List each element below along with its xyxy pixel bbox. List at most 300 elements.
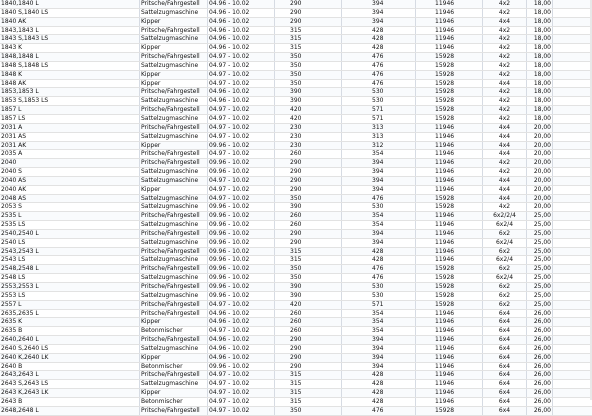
power-kw-cell: 230 xyxy=(275,124,342,132)
body-type-cell: Kipper xyxy=(140,71,208,79)
table-row[interactable] xyxy=(0,168,592,177)
body-type-cell: Sattelzugmaschine xyxy=(140,195,208,203)
axle-config-cell: 4x2 xyxy=(483,9,527,17)
axle-config-cell: 4x4 xyxy=(483,142,527,150)
model-cell: 2040 AK xyxy=(0,186,140,194)
production-period-cell: 04.96 - 10.02 xyxy=(208,318,275,326)
production-period-cell: 09.96 - 10.02 xyxy=(208,265,275,273)
model-cell: 2640 B xyxy=(0,363,140,371)
body-type-cell: Kipper xyxy=(140,44,208,52)
power-hp-cell: 476 xyxy=(342,407,416,415)
displacement-cell: 11946 xyxy=(416,310,483,318)
power-hp-cell: 428 xyxy=(342,398,416,406)
production-period-cell: 09.96 - 10.02 xyxy=(208,283,275,291)
body-type-cell: Pritsche/Fahrgestell xyxy=(140,124,208,132)
displacement-cell: 15928 xyxy=(416,62,483,70)
body-type-cell: Sattelzugmaschine xyxy=(140,345,208,353)
displacement-cell: 11946 xyxy=(416,18,483,26)
body-type-cell: Betonmischer xyxy=(140,363,208,371)
axle-config-cell: 4x2 xyxy=(483,62,527,70)
table-row[interactable] xyxy=(0,248,592,257)
body-type-cell: Pritsche/Fahrgestell xyxy=(140,150,208,158)
axle-config-cell: 6x4 xyxy=(483,363,527,371)
power-kw-cell: 390 xyxy=(275,203,342,211)
axle-config-cell: 4x4 xyxy=(483,18,527,26)
table-row[interactable] xyxy=(0,327,592,336)
empty-cell xyxy=(553,9,592,17)
gvw-cell: 26,00 xyxy=(527,327,553,335)
power-hp-cell: 571 xyxy=(342,301,416,309)
model-cell: 2635 B xyxy=(0,327,140,335)
gvw-cell: 25,00 xyxy=(527,221,553,229)
gvw-cell: 26,00 xyxy=(527,318,553,326)
body-type-cell: Pritsche/Fahrgestell xyxy=(140,0,208,8)
production-period-cell: 04.97 - 10.02 xyxy=(208,380,275,388)
power-kw-cell: 350 xyxy=(275,274,342,282)
empty-cell xyxy=(553,124,592,132)
power-kw-cell: 315 xyxy=(275,35,342,43)
axle-config-cell: 4x4 xyxy=(483,80,527,88)
model-cell: 2035 A xyxy=(0,150,140,158)
axle-config-cell: 4x2 xyxy=(483,88,527,96)
axle-config-cell: 6x4 xyxy=(483,327,527,335)
empty-cell xyxy=(553,195,592,203)
empty-cell xyxy=(553,177,592,185)
model-cell: 2543,2543 L xyxy=(0,248,140,256)
empty-cell xyxy=(553,53,592,61)
axle-config-cell: 6x2 xyxy=(483,265,527,273)
empty-cell xyxy=(553,203,592,211)
table-row[interactable] xyxy=(0,97,592,106)
empty-cell xyxy=(553,363,592,371)
table-row[interactable] xyxy=(0,88,592,97)
production-period-cell: 04.97 - 10.02 xyxy=(208,62,275,70)
power-kw-cell: 290 xyxy=(275,18,342,26)
model-cell: 2040 S xyxy=(0,168,140,176)
gvw-cell: 18,00 xyxy=(527,80,553,88)
empty-cell xyxy=(553,27,592,35)
table-row[interactable] xyxy=(0,230,592,239)
power-kw-cell: 420 xyxy=(275,106,342,114)
model-cell: 2635,2635 L xyxy=(0,310,140,318)
axle-config-cell: 6x4 xyxy=(483,336,527,344)
power-kw-cell: 390 xyxy=(275,97,342,105)
production-period-cell: 04.96 - 10.02 xyxy=(208,0,275,8)
production-period-cell: 04.96 - 10.02 xyxy=(208,35,275,43)
table-row[interactable] xyxy=(0,9,592,18)
gvw-cell: 25,00 xyxy=(527,292,553,300)
table-row[interactable] xyxy=(0,363,592,372)
empty-cell xyxy=(553,274,592,282)
gvw-cell: 20,00 xyxy=(527,133,553,141)
model-cell: 1840 AK xyxy=(0,18,140,26)
production-period-cell: 04.96 - 10.02 xyxy=(208,44,275,52)
gvw-cell: 26,00 xyxy=(527,336,553,344)
power-kw-cell: 230 xyxy=(275,142,342,150)
body-type-cell: Sattelzugmaschine xyxy=(140,35,208,43)
table-row[interactable] xyxy=(0,133,592,142)
displacement-cell: 15928 xyxy=(416,97,483,105)
gvw-cell: 26,00 xyxy=(527,310,553,318)
table-row[interactable] xyxy=(0,71,592,80)
displacement-cell: 11946 xyxy=(416,150,483,158)
power-kw-cell: 290 xyxy=(275,177,342,185)
gvw-cell: 26,00 xyxy=(527,398,553,406)
displacement-cell: 15928 xyxy=(416,407,483,415)
production-period-cell: 09.96 - 10.02 xyxy=(208,168,275,176)
empty-cell xyxy=(553,407,592,415)
model-cell: 1840 S,1840 LS xyxy=(0,9,140,17)
axle-config-cell: 6x4 xyxy=(483,389,527,397)
displacement-cell: 11946 xyxy=(416,9,483,17)
body-type-cell: Sattelzugmaschine xyxy=(140,203,208,211)
model-cell: 2540,2540 L xyxy=(0,230,140,238)
gvw-cell: 20,00 xyxy=(527,186,553,194)
axle-config-cell: 4x2 xyxy=(483,203,527,211)
model-cell: 1857 LS xyxy=(0,115,140,123)
model-cell: 2053 S xyxy=(0,203,140,211)
empty-cell xyxy=(553,18,592,26)
model-cell: 2535 L xyxy=(0,212,140,220)
model-cell: 1853,1853 L xyxy=(0,88,140,96)
table-row[interactable] xyxy=(0,203,592,212)
table-row[interactable] xyxy=(0,310,592,319)
model-cell: 2040 AS xyxy=(0,177,140,185)
axle-config-cell: 6x4 xyxy=(483,345,527,353)
gvw-cell: 20,00 xyxy=(527,159,553,167)
body-type-cell: Pritsche/Fahrgestell xyxy=(140,248,208,256)
empty-cell xyxy=(553,115,592,123)
table-row[interactable] xyxy=(0,265,592,274)
empty-cell xyxy=(553,380,592,388)
gvw-cell: 26,00 xyxy=(527,380,553,388)
table-row[interactable] xyxy=(0,150,592,159)
axle-config-cell: 4x2 xyxy=(483,27,527,35)
axle-config-cell: 6x2/4 xyxy=(483,274,527,282)
axle-config-cell: 4x2 xyxy=(483,106,527,114)
table-row[interactable] xyxy=(0,407,592,416)
body-type-cell: Pritsche/Fahrgestell xyxy=(140,212,208,220)
displacement-cell: 15928 xyxy=(416,265,483,273)
displacement-cell: 11946 xyxy=(416,27,483,35)
power-kw-cell: 315 xyxy=(275,398,342,406)
gvw-cell: 26,00 xyxy=(527,354,553,362)
axle-config-cell: 6x4 xyxy=(483,318,527,326)
displacement-cell: 11946 xyxy=(416,177,483,185)
body-type-cell: Sattelzugmaschine xyxy=(140,239,208,247)
model-cell: 1848 K xyxy=(0,71,140,79)
power-hp-cell: 313 xyxy=(342,124,416,132)
power-hp-cell: 394 xyxy=(342,168,416,176)
power-kw-cell: 290 xyxy=(275,9,342,17)
empty-cell xyxy=(553,256,592,264)
power-hp-cell: 394 xyxy=(342,186,416,194)
axle-config-cell: 4x2 xyxy=(483,97,527,105)
displacement-cell: 11946 xyxy=(416,398,483,406)
gvw-cell: 18,00 xyxy=(527,18,553,26)
production-period-cell: 09.96 - 10.02 xyxy=(208,274,275,282)
power-hp-cell: 354 xyxy=(342,221,416,229)
axle-config-cell: 4x2 xyxy=(483,35,527,43)
displacement-cell: 11946 xyxy=(416,212,483,220)
axle-config-cell: 4x2 xyxy=(483,0,527,8)
table-row[interactable] xyxy=(0,159,592,168)
displacement-cell: 11946 xyxy=(416,354,483,362)
power-hp-cell: 394 xyxy=(342,9,416,17)
body-type-cell: Pritsche/Fahrgestell xyxy=(140,301,208,309)
power-hp-cell: 354 xyxy=(342,310,416,318)
power-kw-cell: 290 xyxy=(275,159,342,167)
body-type-cell: Sattelzugmaschine xyxy=(140,115,208,123)
table-row[interactable] xyxy=(0,44,592,53)
model-cell: 2643 S,2643 LS xyxy=(0,380,140,388)
power-hp-cell: 428 xyxy=(342,256,416,264)
gvw-cell: 18,00 xyxy=(527,106,553,114)
power-kw-cell: 260 xyxy=(275,327,342,335)
displacement-cell: 11946 xyxy=(416,168,483,176)
table-row[interactable] xyxy=(0,345,592,354)
power-kw-cell: 290 xyxy=(275,0,342,8)
production-period-cell: 04.97 - 10.02 xyxy=(208,71,275,79)
body-type-cell: Pritsche/Fahrgestell xyxy=(140,336,208,344)
table-row[interactable] xyxy=(0,318,592,327)
displacement-cell: 11946 xyxy=(416,230,483,238)
table-row[interactable] xyxy=(0,398,592,407)
power-kw-cell: 350 xyxy=(275,265,342,273)
power-kw-cell: 260 xyxy=(275,318,342,326)
body-type-cell: Kipper xyxy=(140,18,208,26)
power-kw-cell: 350 xyxy=(275,195,342,203)
power-kw-cell: 290 xyxy=(275,239,342,247)
power-kw-cell: 350 xyxy=(275,71,342,79)
body-type-cell: Pritsche/Fahrgestell xyxy=(140,265,208,273)
table-row[interactable] xyxy=(0,80,592,89)
table-row[interactable] xyxy=(0,18,592,27)
table-row[interactable] xyxy=(0,124,592,133)
power-hp-cell: 428 xyxy=(342,380,416,388)
table-row[interactable] xyxy=(0,371,592,380)
power-hp-cell: 394 xyxy=(342,0,416,8)
empty-cell xyxy=(553,283,592,291)
axle-config-cell: 6x2/4 xyxy=(483,221,527,229)
production-period-cell: 04.97 - 10.02 xyxy=(208,53,275,61)
displacement-cell: 11946 xyxy=(416,133,483,141)
empty-cell xyxy=(553,239,592,247)
body-type-cell: Pritsche/Fahrgestell xyxy=(140,88,208,96)
displacement-cell: 11946 xyxy=(416,380,483,388)
empty-cell xyxy=(553,133,592,141)
table-row[interactable] xyxy=(0,186,592,195)
power-kw-cell: 260 xyxy=(275,212,342,220)
empty-cell xyxy=(553,345,592,353)
displacement-cell: 11946 xyxy=(416,248,483,256)
table-row[interactable] xyxy=(0,221,592,230)
displacement-cell: 11946 xyxy=(416,239,483,247)
power-kw-cell: 315 xyxy=(275,248,342,256)
gvw-cell: 25,00 xyxy=(527,265,553,273)
power-kw-cell: 420 xyxy=(275,115,342,123)
table-row[interactable] xyxy=(0,27,592,36)
empty-cell xyxy=(553,168,592,176)
power-hp-cell: 428 xyxy=(342,248,416,256)
production-period-cell: 04.97 - 10.02 xyxy=(208,177,275,185)
power-hp-cell: 530 xyxy=(342,203,416,211)
power-hp-cell: 394 xyxy=(342,354,416,362)
table-row[interactable] xyxy=(0,336,592,345)
power-hp-cell: 394 xyxy=(342,18,416,26)
model-cell: 2048 AS xyxy=(0,195,140,203)
displacement-cell: 11946 xyxy=(416,142,483,150)
power-kw-cell: 350 xyxy=(275,53,342,61)
axle-config-cell: 6x4 xyxy=(483,310,527,318)
displacement-cell: 11946 xyxy=(416,371,483,379)
power-hp-cell: 530 xyxy=(342,97,416,105)
model-cell: 2540 LS xyxy=(0,239,140,247)
power-kw-cell: 315 xyxy=(275,371,342,379)
model-cell: 1853 S,1853 LS xyxy=(0,97,140,105)
empty-cell xyxy=(553,106,592,114)
power-hp-cell: 428 xyxy=(342,44,416,52)
table-row[interactable] xyxy=(0,35,592,44)
power-hp-cell: 354 xyxy=(342,327,416,335)
production-period-cell: 04.97 - 10.02 xyxy=(208,150,275,158)
body-type-cell: Sattelzugmaschine xyxy=(140,177,208,185)
power-kw-cell: 420 xyxy=(275,301,342,309)
empty-cell xyxy=(553,248,592,256)
table-row[interactable] xyxy=(0,195,592,204)
empty-cell xyxy=(553,354,592,362)
table-row[interactable] xyxy=(0,256,592,265)
model-cell: 2640 S,2640 LS xyxy=(0,345,140,353)
gvw-cell: 18,00 xyxy=(527,27,553,35)
table-row[interactable] xyxy=(0,106,592,115)
model-cell: 2643,2643 L xyxy=(0,371,140,379)
axle-config-cell: 4x2 xyxy=(483,168,527,176)
power-kw-cell: 315 xyxy=(275,27,342,35)
gvw-cell: 18,00 xyxy=(527,35,553,43)
axle-config-cell: 6x4 xyxy=(483,398,527,406)
power-hp-cell: 476 xyxy=(342,62,416,70)
model-cell: 2040 xyxy=(0,159,140,167)
power-hp-cell: 428 xyxy=(342,371,416,379)
power-kw-cell: 315 xyxy=(275,256,342,264)
gvw-cell: 20,00 xyxy=(527,150,553,158)
displacement-cell: 11946 xyxy=(416,256,483,264)
body-type-cell: Pritsche/Fahrgestell xyxy=(140,283,208,291)
power-hp-cell: 354 xyxy=(342,150,416,158)
power-kw-cell: 290 xyxy=(275,168,342,176)
gvw-cell: 26,00 xyxy=(527,345,553,353)
table-row[interactable] xyxy=(0,142,592,151)
table-row[interactable] xyxy=(0,62,592,71)
power-hp-cell: 394 xyxy=(342,159,416,167)
power-hp-cell: 428 xyxy=(342,35,416,43)
production-period-cell: 04.96 - 10.02 xyxy=(208,97,275,105)
model-cell: 1848,1848 L xyxy=(0,53,140,61)
model-cell: 2643 K,2643 LK xyxy=(0,389,140,397)
power-hp-cell: 476 xyxy=(342,80,416,88)
power-hp-cell: 354 xyxy=(342,318,416,326)
table-row[interactable] xyxy=(0,212,592,221)
axle-config-cell: 6x4 xyxy=(483,407,527,415)
model-cell: 2548,2548 L xyxy=(0,265,140,273)
displacement-cell: 11946 xyxy=(416,124,483,132)
production-period-cell: 09.96 - 10.02 xyxy=(208,230,275,238)
table-row[interactable] xyxy=(0,53,592,62)
displacement-cell: 15928 xyxy=(416,274,483,282)
power-kw-cell: 290 xyxy=(275,354,342,362)
table-row[interactable] xyxy=(0,115,592,124)
model-cell: 2535 LS xyxy=(0,221,140,229)
model-cell: 1843 K xyxy=(0,44,140,52)
model-cell: 1843 S,1843 LS xyxy=(0,35,140,43)
displacement-cell: 11946 xyxy=(416,0,483,8)
power-hp-cell: 476 xyxy=(342,53,416,61)
empty-cell xyxy=(553,327,592,335)
table-row[interactable] xyxy=(0,0,592,9)
gvw-cell: 26,00 xyxy=(527,389,553,397)
table-row[interactable] xyxy=(0,380,592,389)
table-row[interactable] xyxy=(0,283,592,292)
body-type-cell: Betonmischer xyxy=(140,327,208,335)
displacement-cell: 11946 xyxy=(416,318,483,326)
empty-cell xyxy=(553,80,592,88)
power-hp-cell: 354 xyxy=(342,212,416,220)
body-type-cell: Kipper xyxy=(140,142,208,150)
gvw-cell: 18,00 xyxy=(527,53,553,61)
body-type-cell: Sattelzugmaschine xyxy=(140,292,208,300)
production-period-cell: 09.96 - 10.02 xyxy=(208,142,275,150)
model-cell: 2635 K xyxy=(0,318,140,326)
model-cell: 2543 LS xyxy=(0,256,140,264)
body-type-cell: Sattelzugmaschine xyxy=(140,9,208,17)
production-period-cell: 04.97 - 10.02 xyxy=(208,327,275,335)
displacement-cell: 11946 xyxy=(416,44,483,52)
table-row[interactable] xyxy=(0,177,592,186)
power-kw-cell: 260 xyxy=(275,150,342,158)
axle-config-cell: 6x2 xyxy=(483,292,527,300)
power-hp-cell: 428 xyxy=(342,27,416,35)
displacement-cell: 11946 xyxy=(416,336,483,344)
empty-cell xyxy=(553,310,592,318)
axle-config-cell: 4x4 xyxy=(483,177,527,185)
displacement-cell: 15928 xyxy=(416,195,483,203)
body-type-cell: Pritsche/Fahrgestell xyxy=(140,407,208,415)
displacement-cell: 11946 xyxy=(416,35,483,43)
table-row[interactable] xyxy=(0,239,592,248)
displacement-cell: 11946 xyxy=(416,186,483,194)
gvw-cell: 20,00 xyxy=(527,203,553,211)
displacement-cell: 15928 xyxy=(416,301,483,309)
displacement-cell: 11946 xyxy=(416,327,483,335)
power-kw-cell: 350 xyxy=(275,80,342,88)
power-hp-cell: 476 xyxy=(342,195,416,203)
model-cell: 2557 L xyxy=(0,301,140,309)
table-row[interactable] xyxy=(0,301,592,310)
table-row[interactable] xyxy=(0,292,592,301)
production-period-cell: 09.96 - 10.02 xyxy=(208,256,275,264)
table-row[interactable] xyxy=(0,274,592,283)
table-row[interactable] xyxy=(0,354,592,363)
power-kw-cell: 290 xyxy=(275,345,342,353)
body-type-cell: Pritsche/Fahrgestell xyxy=(140,159,208,167)
power-hp-cell: 394 xyxy=(342,336,416,344)
empty-cell xyxy=(553,159,592,167)
table-row[interactable] xyxy=(0,389,592,398)
body-type-cell: Sattelzugmaschine xyxy=(140,274,208,282)
empty-cell xyxy=(553,301,592,309)
gvw-cell: 25,00 xyxy=(527,274,553,282)
